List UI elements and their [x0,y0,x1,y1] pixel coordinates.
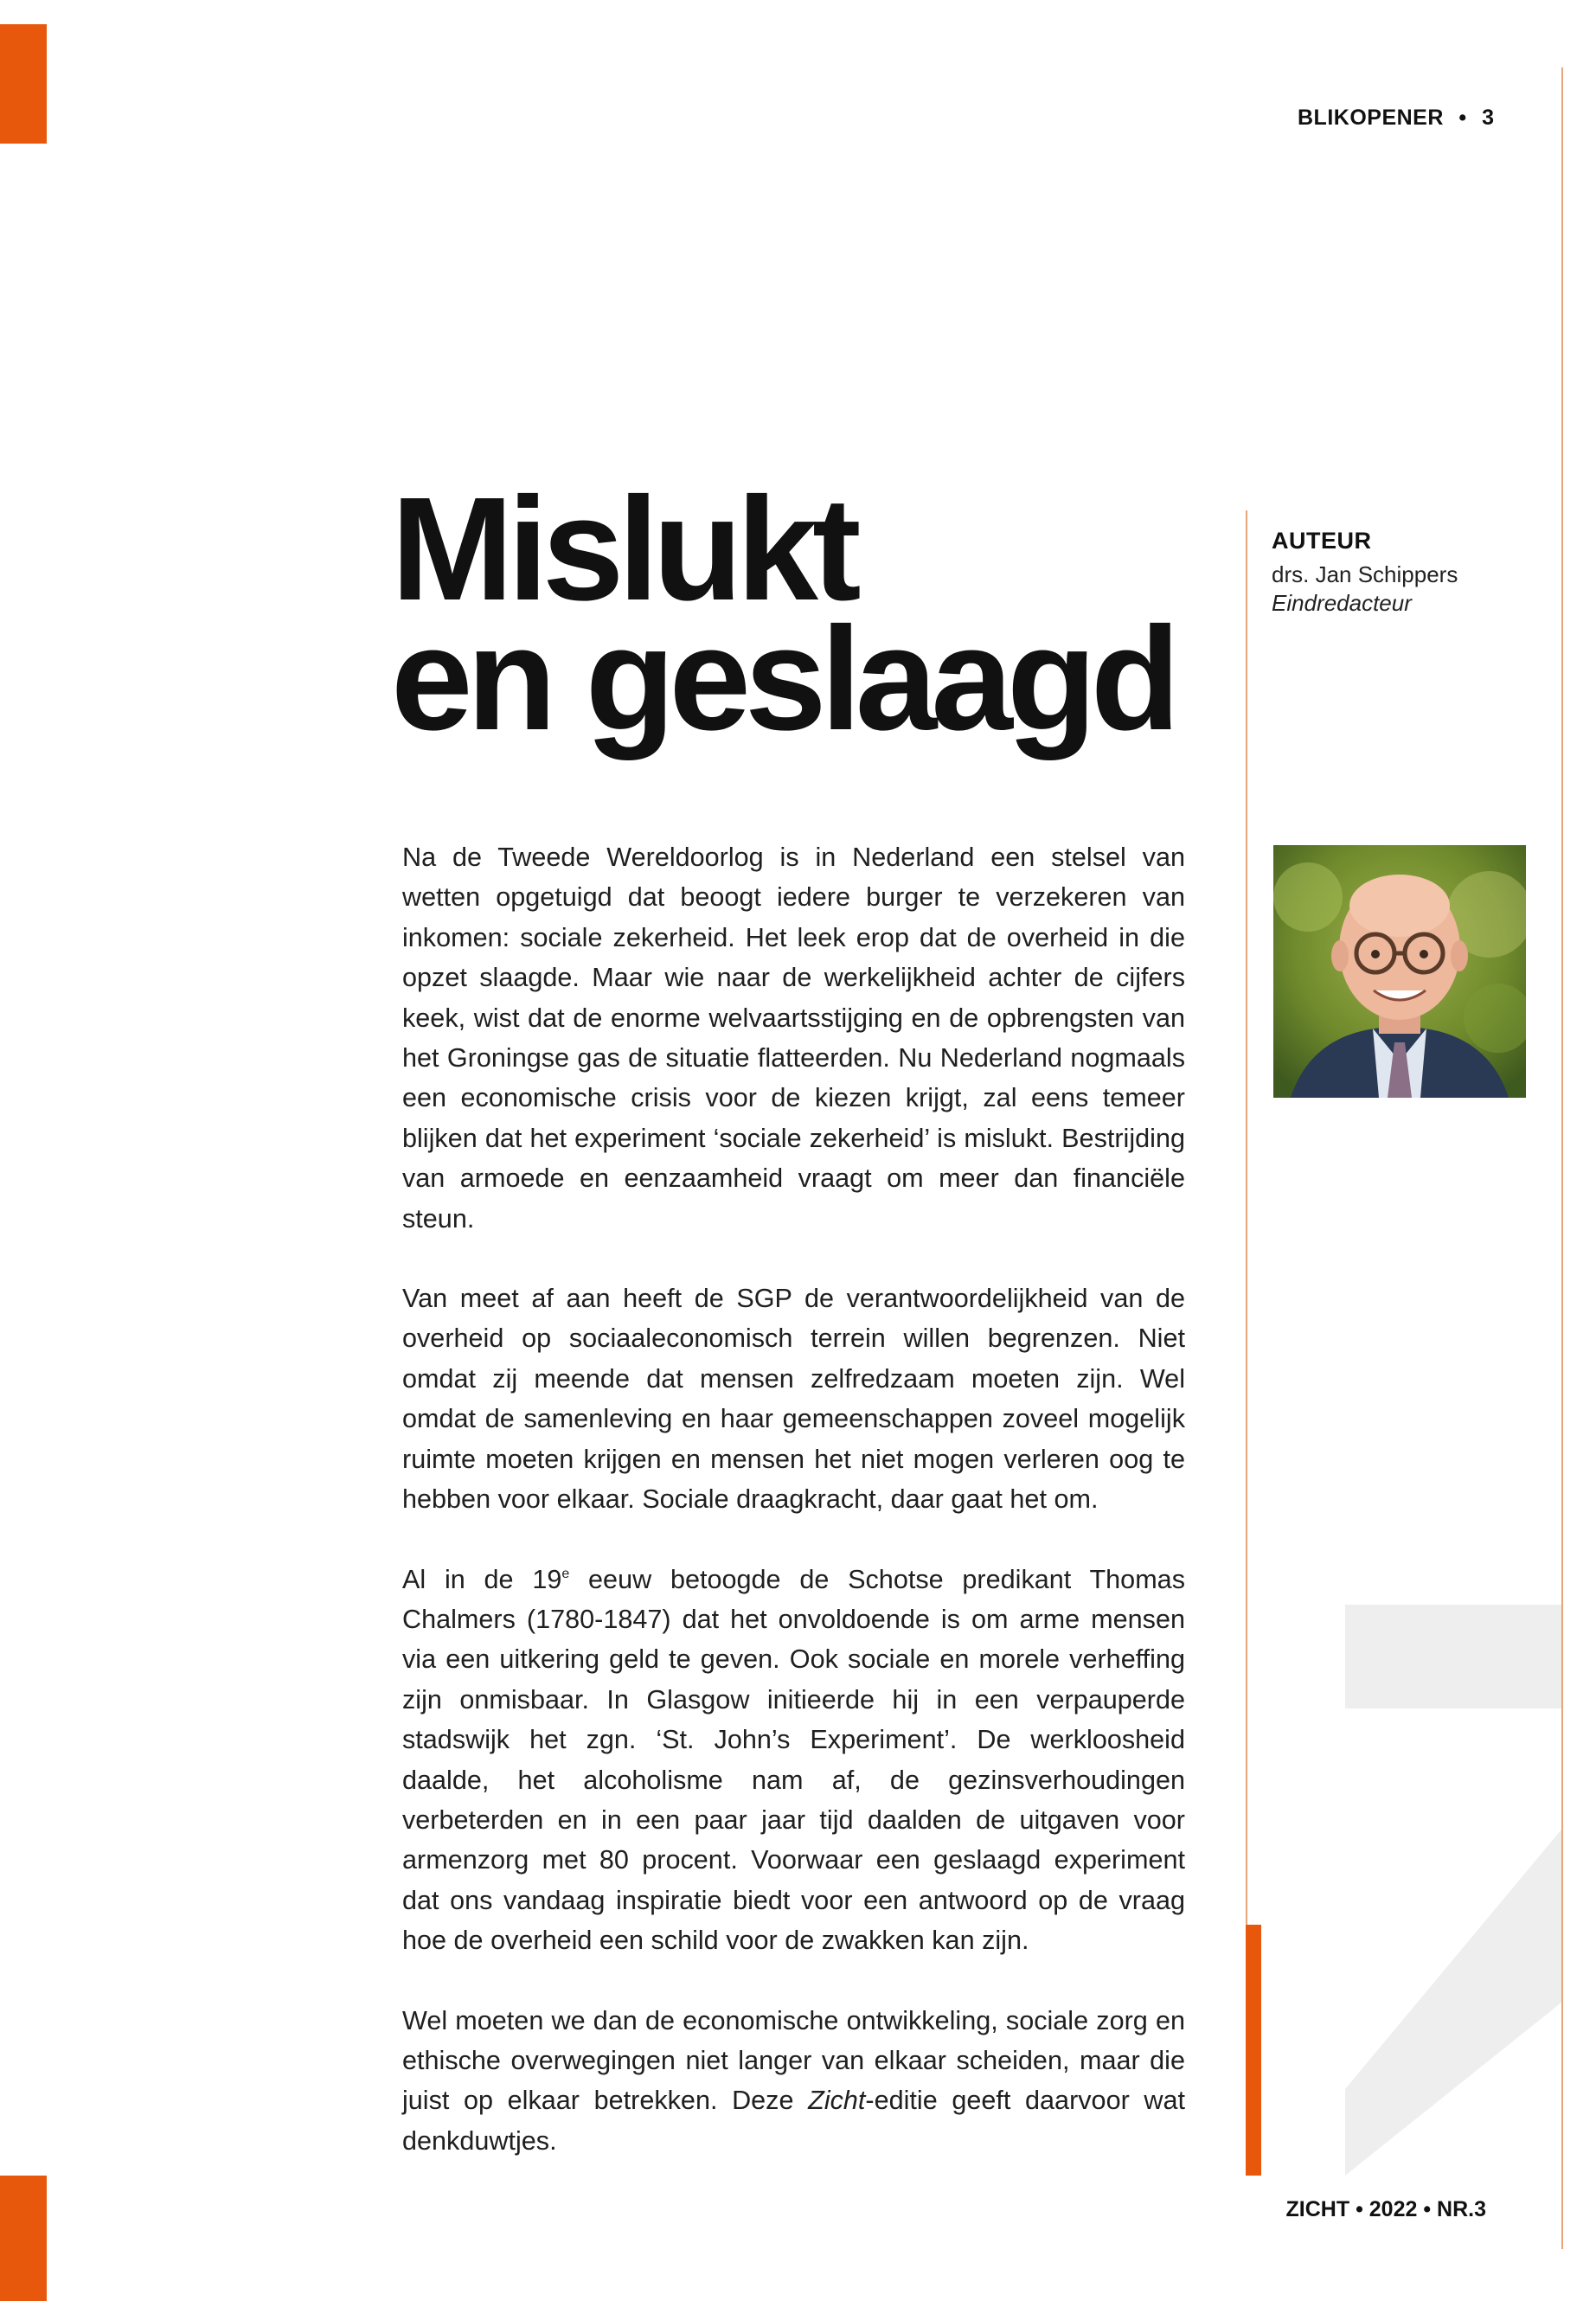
author-heading: AUTEUR [1272,528,1372,554]
running-header [1298,106,1495,131]
vertical-rule-right [1561,67,1563,2249]
paragraph-4 [402,2001,1185,2162]
paragraph-1: Na de Tweede Wereldoorlog is in Nederland een stelsel van wetten opgetuigd dat beoogt iedere burger te verzekeren van inkomen: sociale zekerheid. Het leek erop dat de overheid in die opzet slaagde. Maar wie naar de werkelijkheid achter de cijfers keek, wist dat de enorme welvaartsstijging en de opbrengsten van het Groningse gas de situatie flatteerden. Nu Nederland nogmaals een economische crisis voor de kiezen krijgt, zal eens temeer blijken dat het experiment ‘sociale zekerheid’ is mislukt. Bestrijding van armoede en eenzaamheid vraagt om meer dan financiële steun. [402,843,1185,1234]
accent-bar-top-left [0,24,47,144]
author-block [1272,528,1548,617]
superscript-ordinal: e [561,1566,570,1581]
header-separator: • [1458,106,1467,130]
title-line-2: en geslaagd [391,597,1175,761]
z-logo-watermark-icon [1345,1605,1561,2176]
accent-bar-bottom-left [0,2176,47,2301]
author-portrait-photo [1273,845,1526,1098]
running-footer: ZICHT • 2022 • NR.3 [1285,2197,1486,2221]
paragraph-3-rest: eeuw betoogde de Schotse predikant Thomas Chalmers (1780-1847) dat het onvoldoende is om arme mensen via een uitkering geld te geven. Ook sociale en morele verheffing zijn onmisbaar. In Glasgow initieerde hij in een verpauperde stadswijk het zgn. ‘St. John’s Experiment’. De werkloosheid daalde, het alcoholisme nam af, de gezinsverhoudingen verbeterden en in een paar jaar tijd daalden de uitgaven voor armenzorg met 80 procent. Voorwaar een geslaagd experiment dat ons vandaag inspiratie biedt voor een antwoord op de vraag hoe de overheid een schild voor de zwakken kan zijn. [402,1564,1185,1956]
vertical-rule-sidebar [1246,510,1247,1925]
paragraph-2: Van meet af aan heeft de SGP de verantwoordelijkheid van de overheid op sociaaleconomisch terrein willen begrenzen. Niet omdat zij meende dat mensen zelfredzaam moeten zijn. Wel omdat de samenleving en haar gemeenschappen zoveel mogelijk ruimte moeten krijgen en mensen het niet mogen verleren oog te hebben voor elkaar. Sociale draagkracht, daar gaat het om. [402,1284,1185,1515]
paragraph-4-start: Wel moeten we dan de economische ontwikkeling, sociale zorg en ethische overwegingen niet langer van elkaar scheiden, maar die juist op elkaar betrekken. Deze [402,2005,1185,2116]
article-body [402,837,1185,2201]
author-name: drs. Jan Schippers [1272,561,1458,587]
page-title [391,467,1239,761]
paragraph-3 [402,1560,1185,1961]
author-role: Eindredacteur [1272,590,1412,616]
accent-bar-sidebar [1246,1925,1261,2176]
title-line-1: Mislukt [391,467,856,631]
paragraph-3-start: Al in de 19 [402,1564,562,1594]
paragraph-4-end: -editie geeft daarvoor wat denkduwtjes. [402,2086,1185,2156]
page-number: 3 [1482,106,1495,130]
header-section: BLIKOPENER [1298,106,1444,130]
magazine-name-italic: Zicht [808,2086,866,2116]
